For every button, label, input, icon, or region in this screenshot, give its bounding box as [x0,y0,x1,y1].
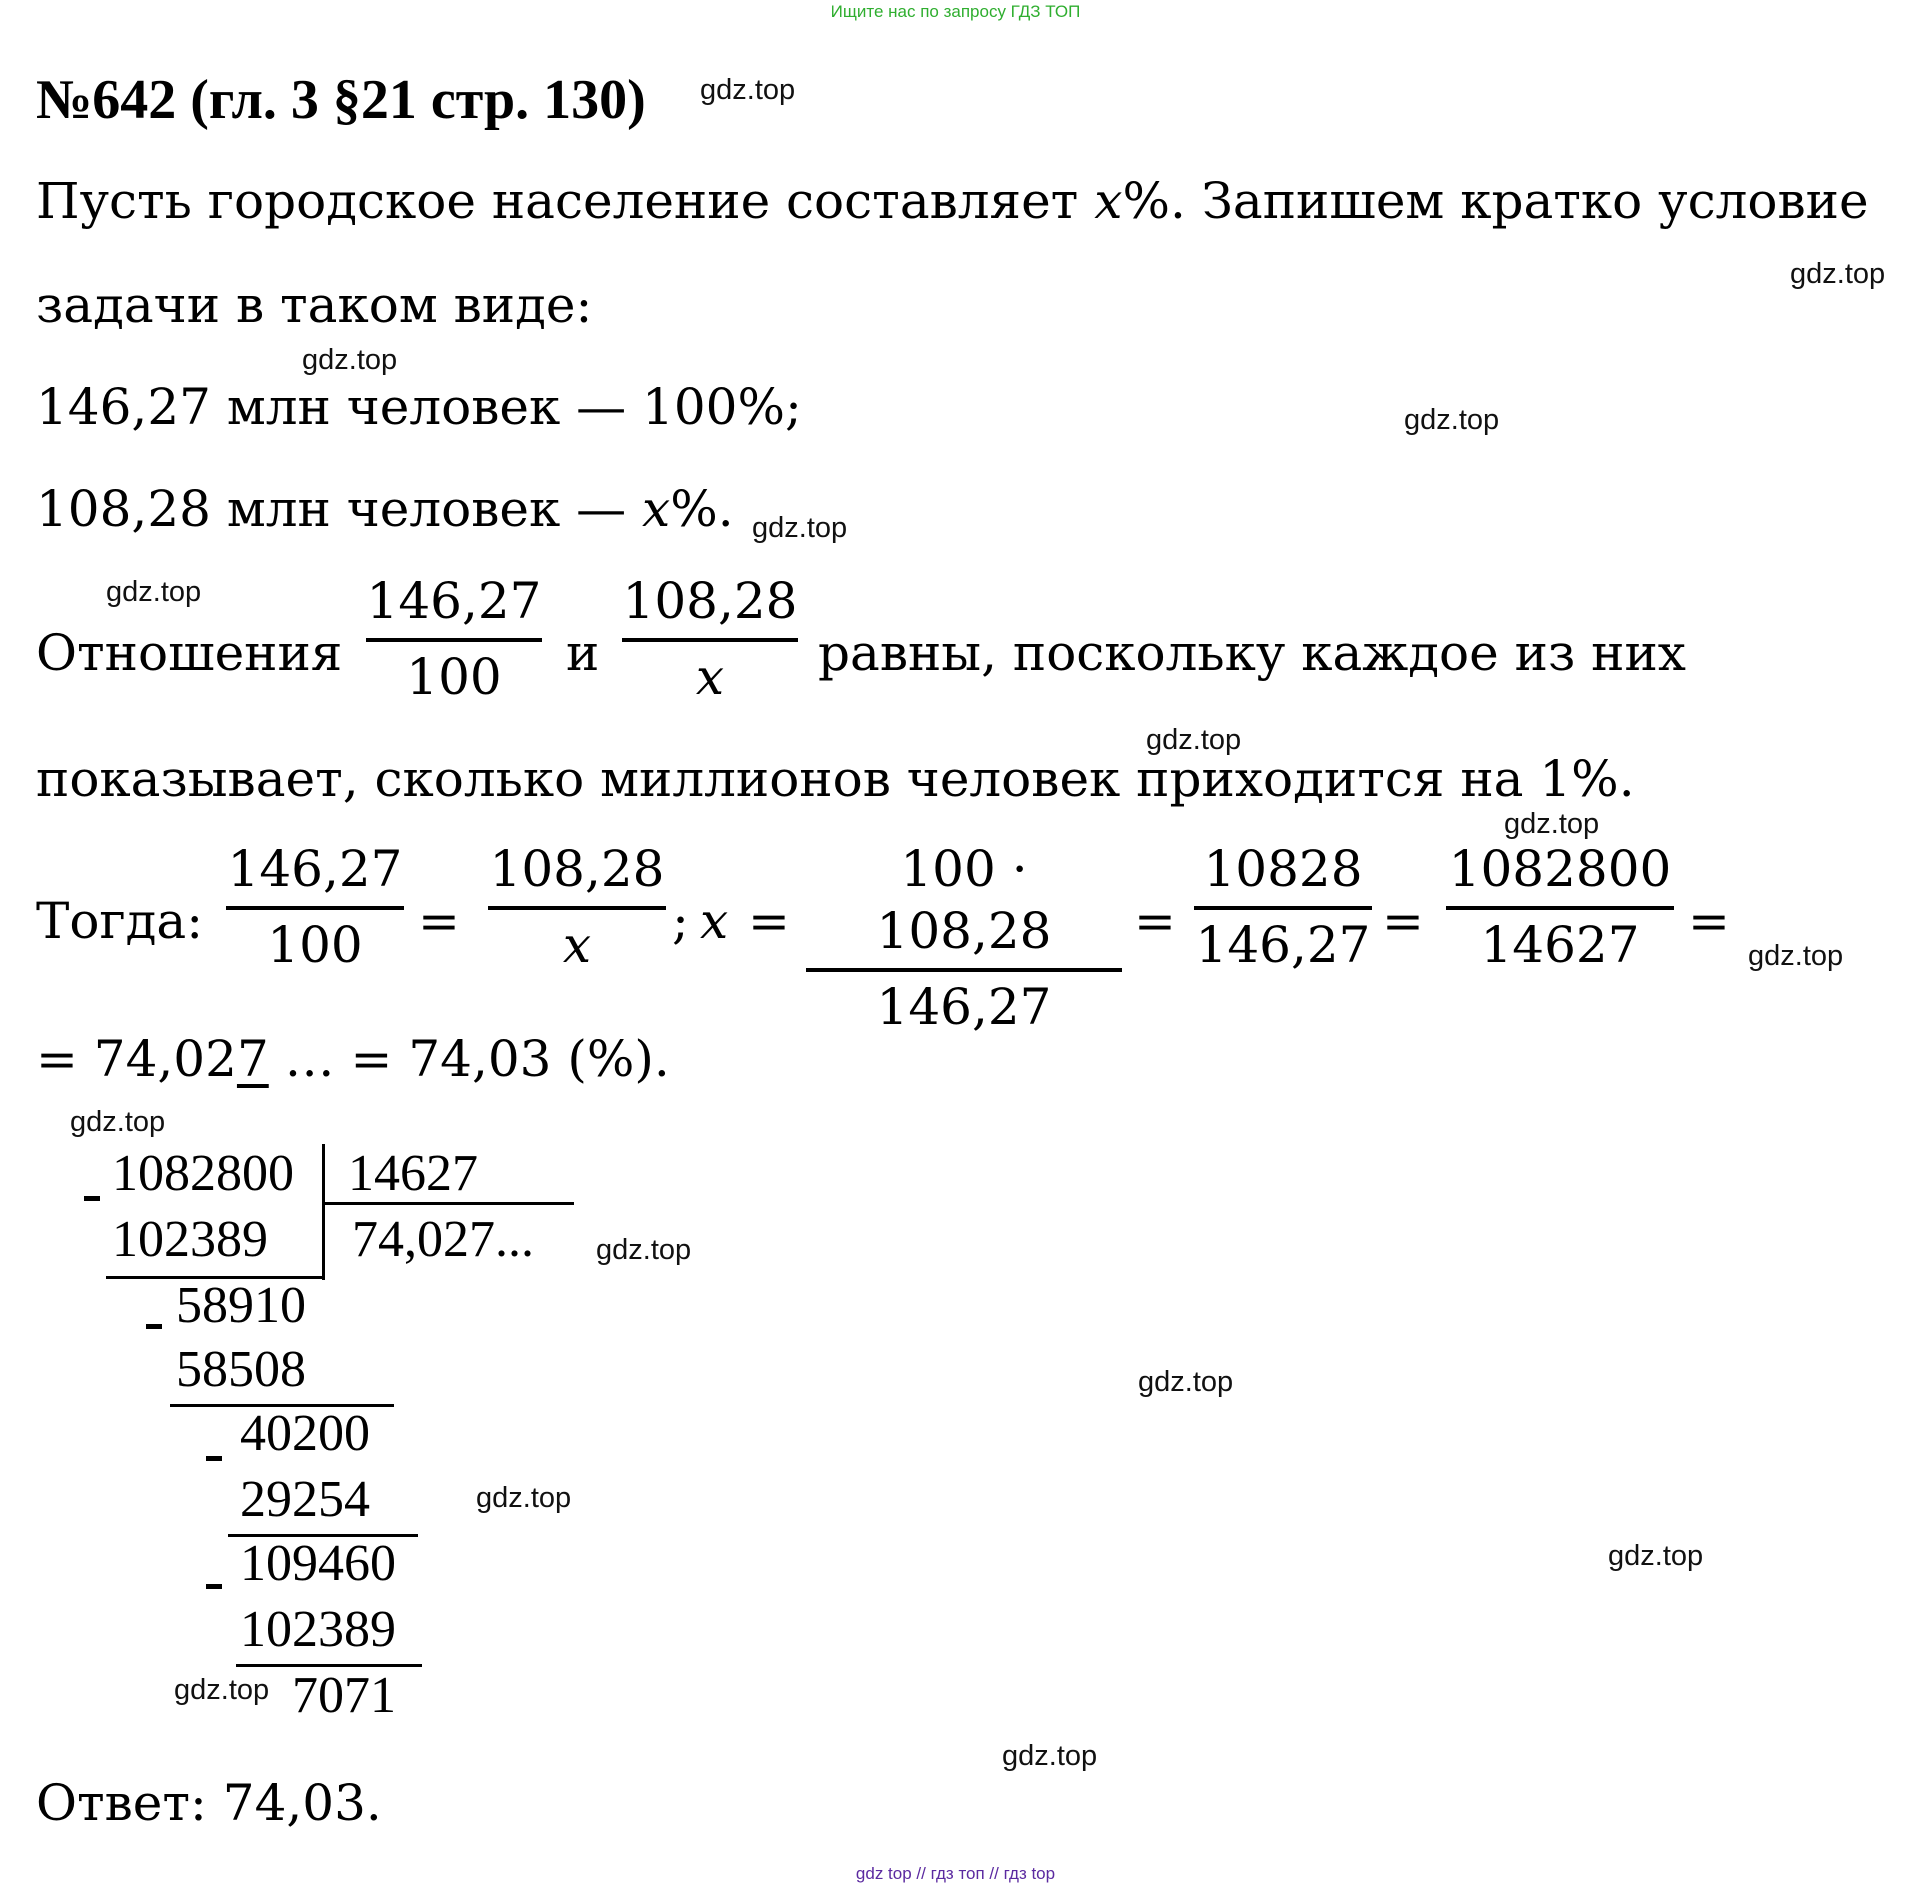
denominator: 14627 [1480,916,1640,974]
denominator: x [695,648,725,706]
variable-x: x [642,480,671,538]
watermark: gdz.top [1790,258,1886,290]
fraction-bar [806,968,1122,972]
top-banner[interactable]: Ищите нас по запросу ГДЗ ТОП [830,2,1081,21]
dividend: 1082800 [112,1145,294,1202]
variable-x: x [1094,172,1123,230]
variable-x: x [700,892,729,950]
semicolon: ; [672,892,689,950]
fraction-bar [366,638,542,642]
numerator: 10828 [1203,840,1363,898]
divisor-line [322,1202,574,1205]
fraction-10828-over-146-27 [1194,838,1372,976]
division-step: 58910 [176,1277,306,1334]
equals-sign: = [1382,892,1424,950]
fraction-146-27-over-100 [226,838,404,976]
underlined-digit: 7 [236,1030,269,1088]
division-step: 102389 [112,1211,268,1268]
equals-sign: = [418,892,460,950]
denominator: 100 [406,648,502,706]
watermark: gdz.top [1146,724,1242,756]
text-line-1 [36,172,1869,230]
watermark: gdz.top [752,512,848,544]
answer: Ответ: 74,03. [36,1774,382,1832]
text-line-3: 146,27 млн человек — 100%; [36,378,802,436]
fraction-bar [488,906,666,910]
division-step: 109460 [240,1535,396,1592]
denominator: 100 [267,916,363,974]
fraction-146-27-over-100 [366,570,542,708]
fraction-bar [622,638,798,642]
division-step: 58508 [176,1341,306,1398]
text-span: = 74,02 [36,1030,237,1088]
denominator: 146,27 [876,978,1052,1036]
numerator: 108,28 [622,572,798,630]
numerator: 146,27 [366,572,542,630]
watermark: gdz.top [1504,808,1600,840]
division-bracket [322,1144,325,1280]
watermark: gdz.top [596,1234,692,1266]
minus-sign [146,1324,162,1329]
result-line [36,1030,670,1088]
fraction-108-28-over-x [488,838,666,976]
watermark: gdz.top [1748,940,1844,972]
text-line-5-start: Отношения [36,624,343,682]
text-span: 108,28 млн человек — [36,480,643,538]
denominator: x [562,916,592,974]
division-step: 29254 [240,1471,370,1528]
text-span: Пусть городское население составляет [36,172,1095,230]
watermark: gdz.top [106,576,202,608]
division-remainder: 7071 [292,1667,396,1724]
watermark: gdz.top [700,74,796,106]
text-line-2: задачи в таком виде: [36,276,593,334]
watermark: gdz.top [174,1674,270,1706]
fraction-bar [226,906,404,910]
text-span: %. [670,480,734,538]
text-line-6: показывает, сколько миллионов человек приходится на 1%. [36,750,1635,808]
fraction-108-28-over-x [622,570,798,708]
watermark: gdz.top [70,1106,166,1138]
footer-links[interactable]: gdz top // гдз топ // гдз top [855,1864,1056,1883]
text-and: и [566,624,600,682]
numerator: 100 · 108,28 [876,840,1052,960]
division-step: 102389 [240,1601,396,1658]
watermark: gdz.top [1138,1366,1234,1398]
fraction-bar [1194,906,1372,910]
denominator: 146,27 [1195,916,1371,974]
minus-sign [206,1456,222,1461]
minus-sign [206,1584,222,1589]
minus-sign [84,1196,100,1201]
problem-title: №642 (гл. 3 §21 стр. 130) [36,69,646,131]
watermark: gdz.top [302,344,398,376]
text-line-4 [36,480,734,538]
watermark: gdz.top [1002,1740,1098,1772]
division-step: 40200 [240,1405,370,1462]
watermark: gdz.top [476,1482,572,1514]
text-line-5-end: равны, поскольку каждое из них [818,624,1686,682]
text-span: … = 74,03 (%). [268,1030,670,1088]
numerator: 146,27 [227,840,403,898]
text-span: %. Запишем кратко условие [1122,172,1869,230]
equals-sign: = [1688,892,1730,950]
equals-sign: = [1134,892,1176,950]
equals-sign: = [748,892,790,950]
fraction-100x108-28-over-146-27 [806,838,1122,1038]
divisor: 14627 [348,1145,478,1202]
text-then: Тогда: [36,892,204,950]
watermark: gdz.top [1404,404,1500,436]
watermark: gdz.top [1608,1540,1704,1572]
fraction-bar [1446,906,1674,910]
numerator: 108,28 [489,840,665,898]
numerator: 1082800 [1448,840,1672,898]
fraction-1082800-over-14627 [1446,838,1674,976]
quotient: 74,027... [352,1211,534,1268]
